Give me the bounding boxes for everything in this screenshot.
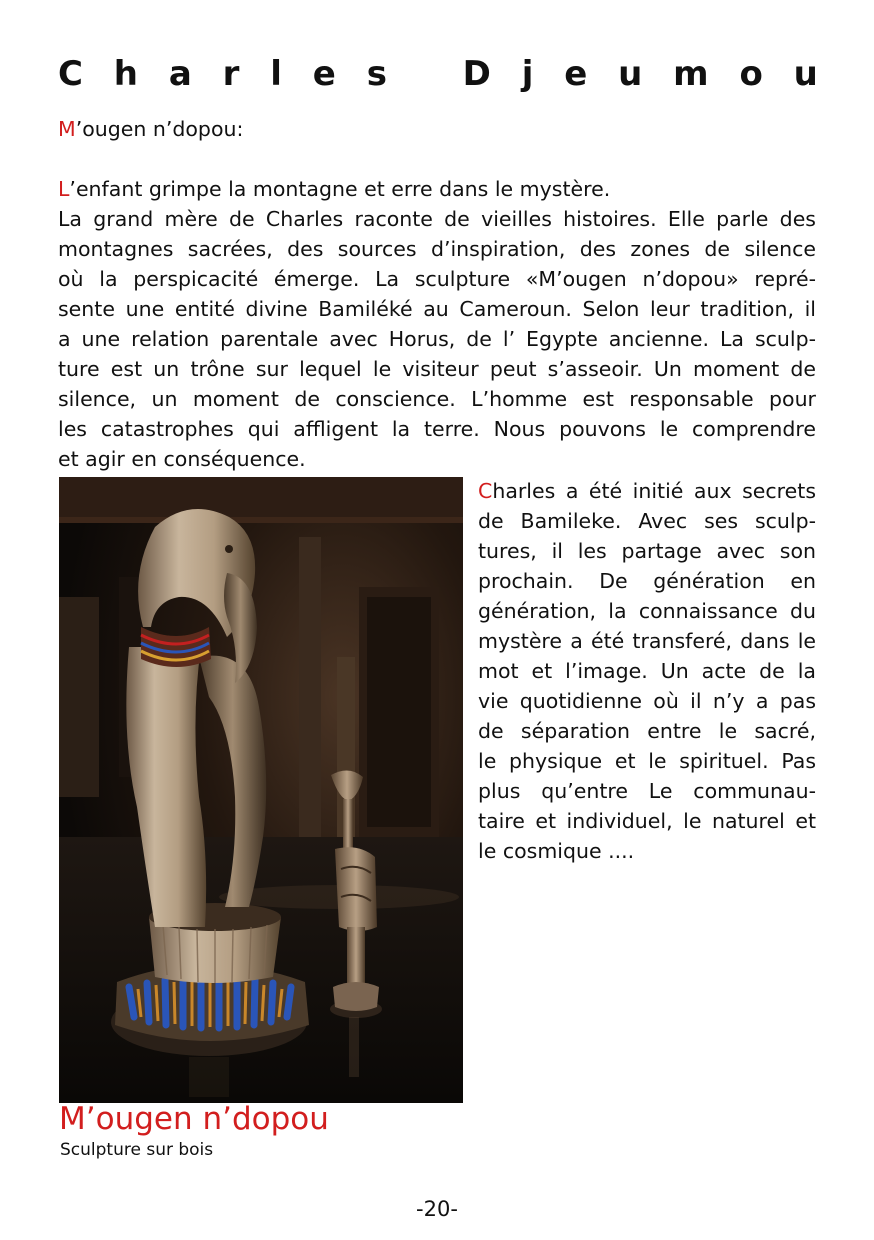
title-letter: e [564,54,588,94]
side-line: le physique et le spirituel. Pas [478,749,816,773]
sculpture-photo [59,477,463,1103]
side-line: génération, la connaissance du [478,599,816,623]
title-letter: m [673,54,709,94]
title-letter: u [793,54,818,94]
intro-line: où la perspicacité émerge. La sculpture «M’ougen n’dopou» repré- [58,267,816,291]
title-letter: D [462,54,491,94]
title-letter: e [312,54,336,94]
side-line: plus qu’entre Le communau- [478,779,816,803]
page-title [58,52,818,96]
side-paragraph [478,476,816,866]
figure-caption-title: M’ougen n’dopou [59,1101,329,1137]
title-letter: s [366,54,387,94]
intro-line: La grand mère de Charles raconte de vieilles histoires. Elle parle des [58,207,816,231]
intro-line: montagnes sacrées, des sources d’inspiration, des zones de silence [58,237,816,261]
side-line: de séparation entre le sacré, [478,719,816,743]
intro-line: L’enfant grimpe la montagne et erre dans le mystère. [58,177,611,201]
side-line: taire et individuel, le naturel et [478,809,816,833]
title-letter: h [113,54,139,94]
intro-paragraph [58,174,816,474]
title-letter: a [168,54,192,94]
title-letter: C [58,54,83,94]
side-line: mot et l’image. Un acte de la [478,659,816,683]
side-line: Charles a été initié aux secrets [478,479,816,503]
title-letter: l [270,54,282,94]
intro-line: et agir en conséquence. [58,447,306,471]
side-line: prochain. De génération en [478,569,816,593]
side-line: de Bamileke. Avec ses sculp- [478,509,816,533]
intro-line: ture est un trône sur lequel le visiteur peut s’asseoir. Un moment de [58,357,816,381]
title-letter: j [521,54,534,94]
intro-line: sente une entité divine Bamiléké au Cameroun. Selon leur tradition, il [58,297,816,321]
side-line: le cosmique .... [478,839,635,863]
figure-caption-subtitle: Sculpture sur bois [60,1140,214,1160]
section-subtitle: M’ougen n’dopou: [58,117,244,141]
title-letter [418,52,432,96]
side-line: mystère a été transferé, dans le [478,629,816,653]
intro-line: a une relation parentale avec Horus, de l’ Egypte ancienne. La sculp- [58,327,816,351]
intro-line: silence, un moment de conscience. L’homme est responsable pour [58,387,816,411]
title-letter: o [739,54,763,94]
title-letter: r [222,54,240,94]
title-letter: u [618,54,643,94]
side-line: tures, il les partage avec son [478,539,816,563]
intro-line: les catastrophes qui affligent la terre. Nous pouvons le comprendre [58,417,816,441]
page-number: -20- [416,1197,458,1221]
side-line: vie quotidienne où il n’y a pas [478,689,816,713]
